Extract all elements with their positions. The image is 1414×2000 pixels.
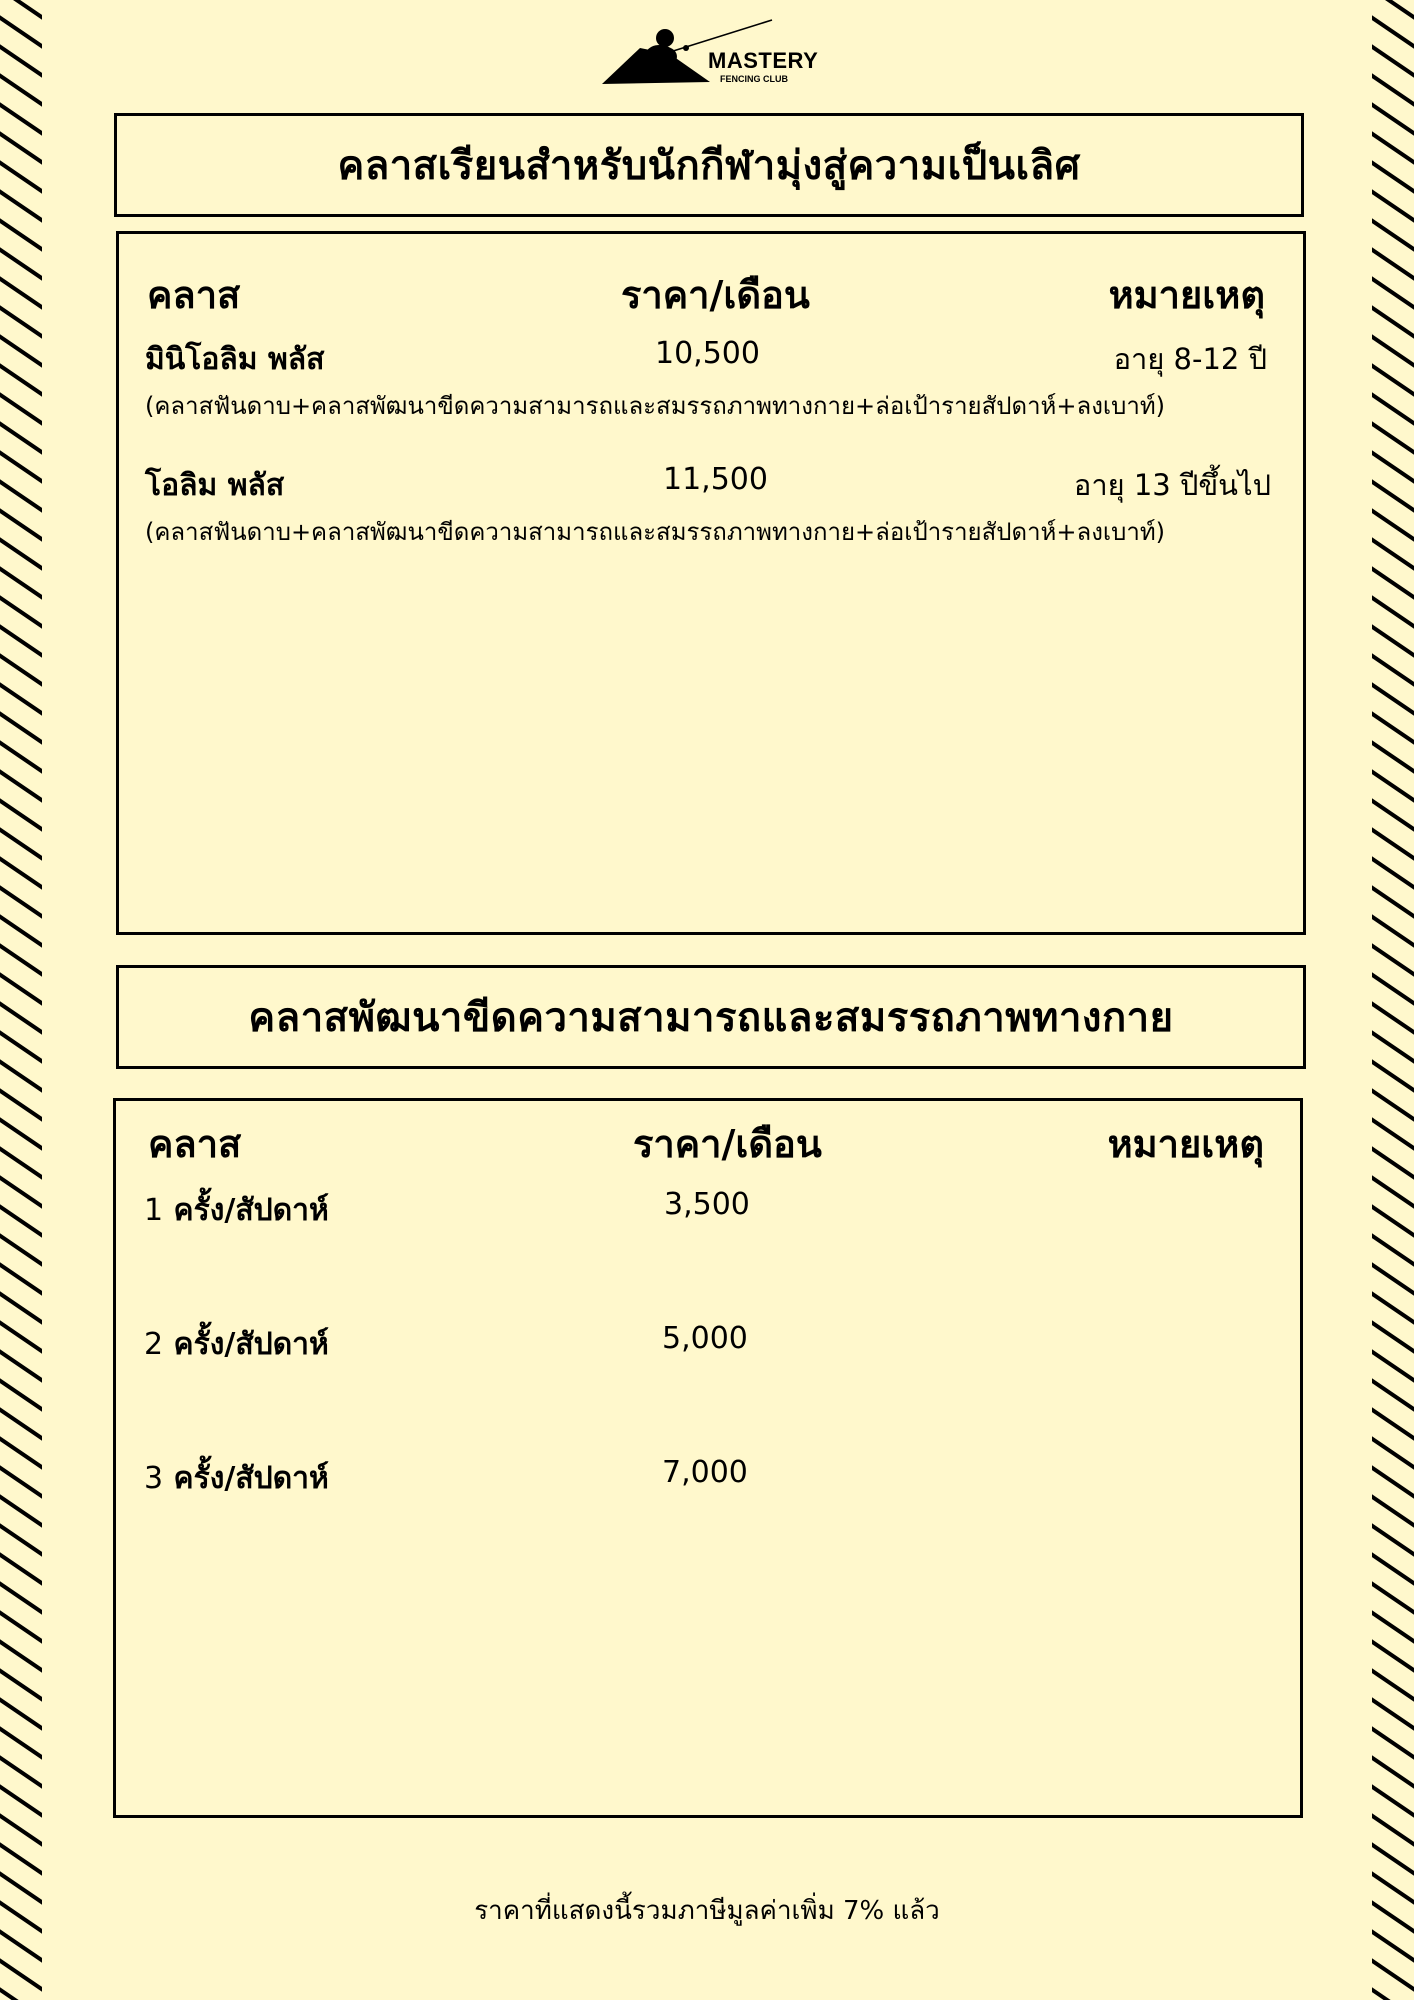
- class-description: (คลาสฟันดาบ+คลาสพัฒนาขีดความสามารถและสมรรถภาพทางกาย+ล่อเป้ารายสัปดาห์+ลงเบาท์): [145, 518, 1166, 546]
- section1-title-box: [114, 113, 1304, 217]
- section1-header-class: คลาส: [147, 273, 241, 317]
- section1-table: [116, 231, 1306, 935]
- section2-header-price: ราคา/เดือน: [633, 1122, 822, 1166]
- left-stripe-border: [0, 0, 42, 2000]
- class-note: อายุ 8-12 ปี: [1113, 342, 1267, 376]
- section2-title-box: [116, 965, 1306, 1069]
- section1-title: คลาสเรียนสำหรับนักกีฬามุ่งสู่ความเป็นเลิศ: [337, 143, 1081, 189]
- right-stripe-border: [1372, 0, 1414, 2000]
- section2-title: คลาสพัฒนาขีดความสามารถและสมรรถภาพทางกาย: [248, 995, 1174, 1041]
- class-description: (คลาสฟันดาบ+คลาสพัฒนาขีดความสามารถและสมรรถภาพทางกาย+ล่อเป้ารายสัปดาห์+ลงเบาท์): [145, 392, 1166, 420]
- class-name: [144, 1321, 329, 1368]
- section2-header-note: หมายเหตุ: [1107, 1122, 1264, 1166]
- sessions-unit: ครั้ง/สัปดาห์: [173, 1461, 329, 1496]
- class-price: 10,500: [655, 336, 760, 371]
- club-logo: [600, 18, 819, 90]
- class-name: [144, 1455, 329, 1502]
- class-note: อายุ 13 ปีขึ้นไป: [1073, 468, 1271, 502]
- section1-header-note: หมายเหตุ: [1108, 273, 1265, 317]
- logo-name: MASTERY: [708, 48, 819, 73]
- sessions-count: 2: [144, 1327, 164, 1362]
- class-price: 3,500: [664, 1187, 750, 1222]
- class-price: 7,000: [662, 1455, 748, 1490]
- class-price: 11,500: [663, 462, 768, 497]
- vat-footnote: ราคาที่แสดงนี้รวมภาษีมูลค่าเพิ่ม 7% แล้ว: [474, 1896, 940, 1926]
- class-name: [144, 1187, 329, 1234]
- class-name: มินิโอลิม พลัส: [145, 342, 325, 377]
- sessions-count: 1: [144, 1193, 164, 1228]
- logo-subtitle: FENCING CLUB: [720, 74, 788, 84]
- section2-header-class: คลาส: [148, 1122, 242, 1166]
- sessions-count: 3: [144, 1461, 164, 1496]
- class-price: 5,000: [662, 1321, 748, 1356]
- section2-table: [113, 1098, 1303, 1818]
- section1-header-price: ราคา/เดือน: [621, 273, 810, 317]
- class-name: โอลิม พลัส: [145, 468, 285, 503]
- sessions-unit: ครั้ง/สัปดาห์: [173, 1193, 329, 1228]
- sessions-unit: ครั้ง/สัปดาห์: [173, 1327, 329, 1362]
